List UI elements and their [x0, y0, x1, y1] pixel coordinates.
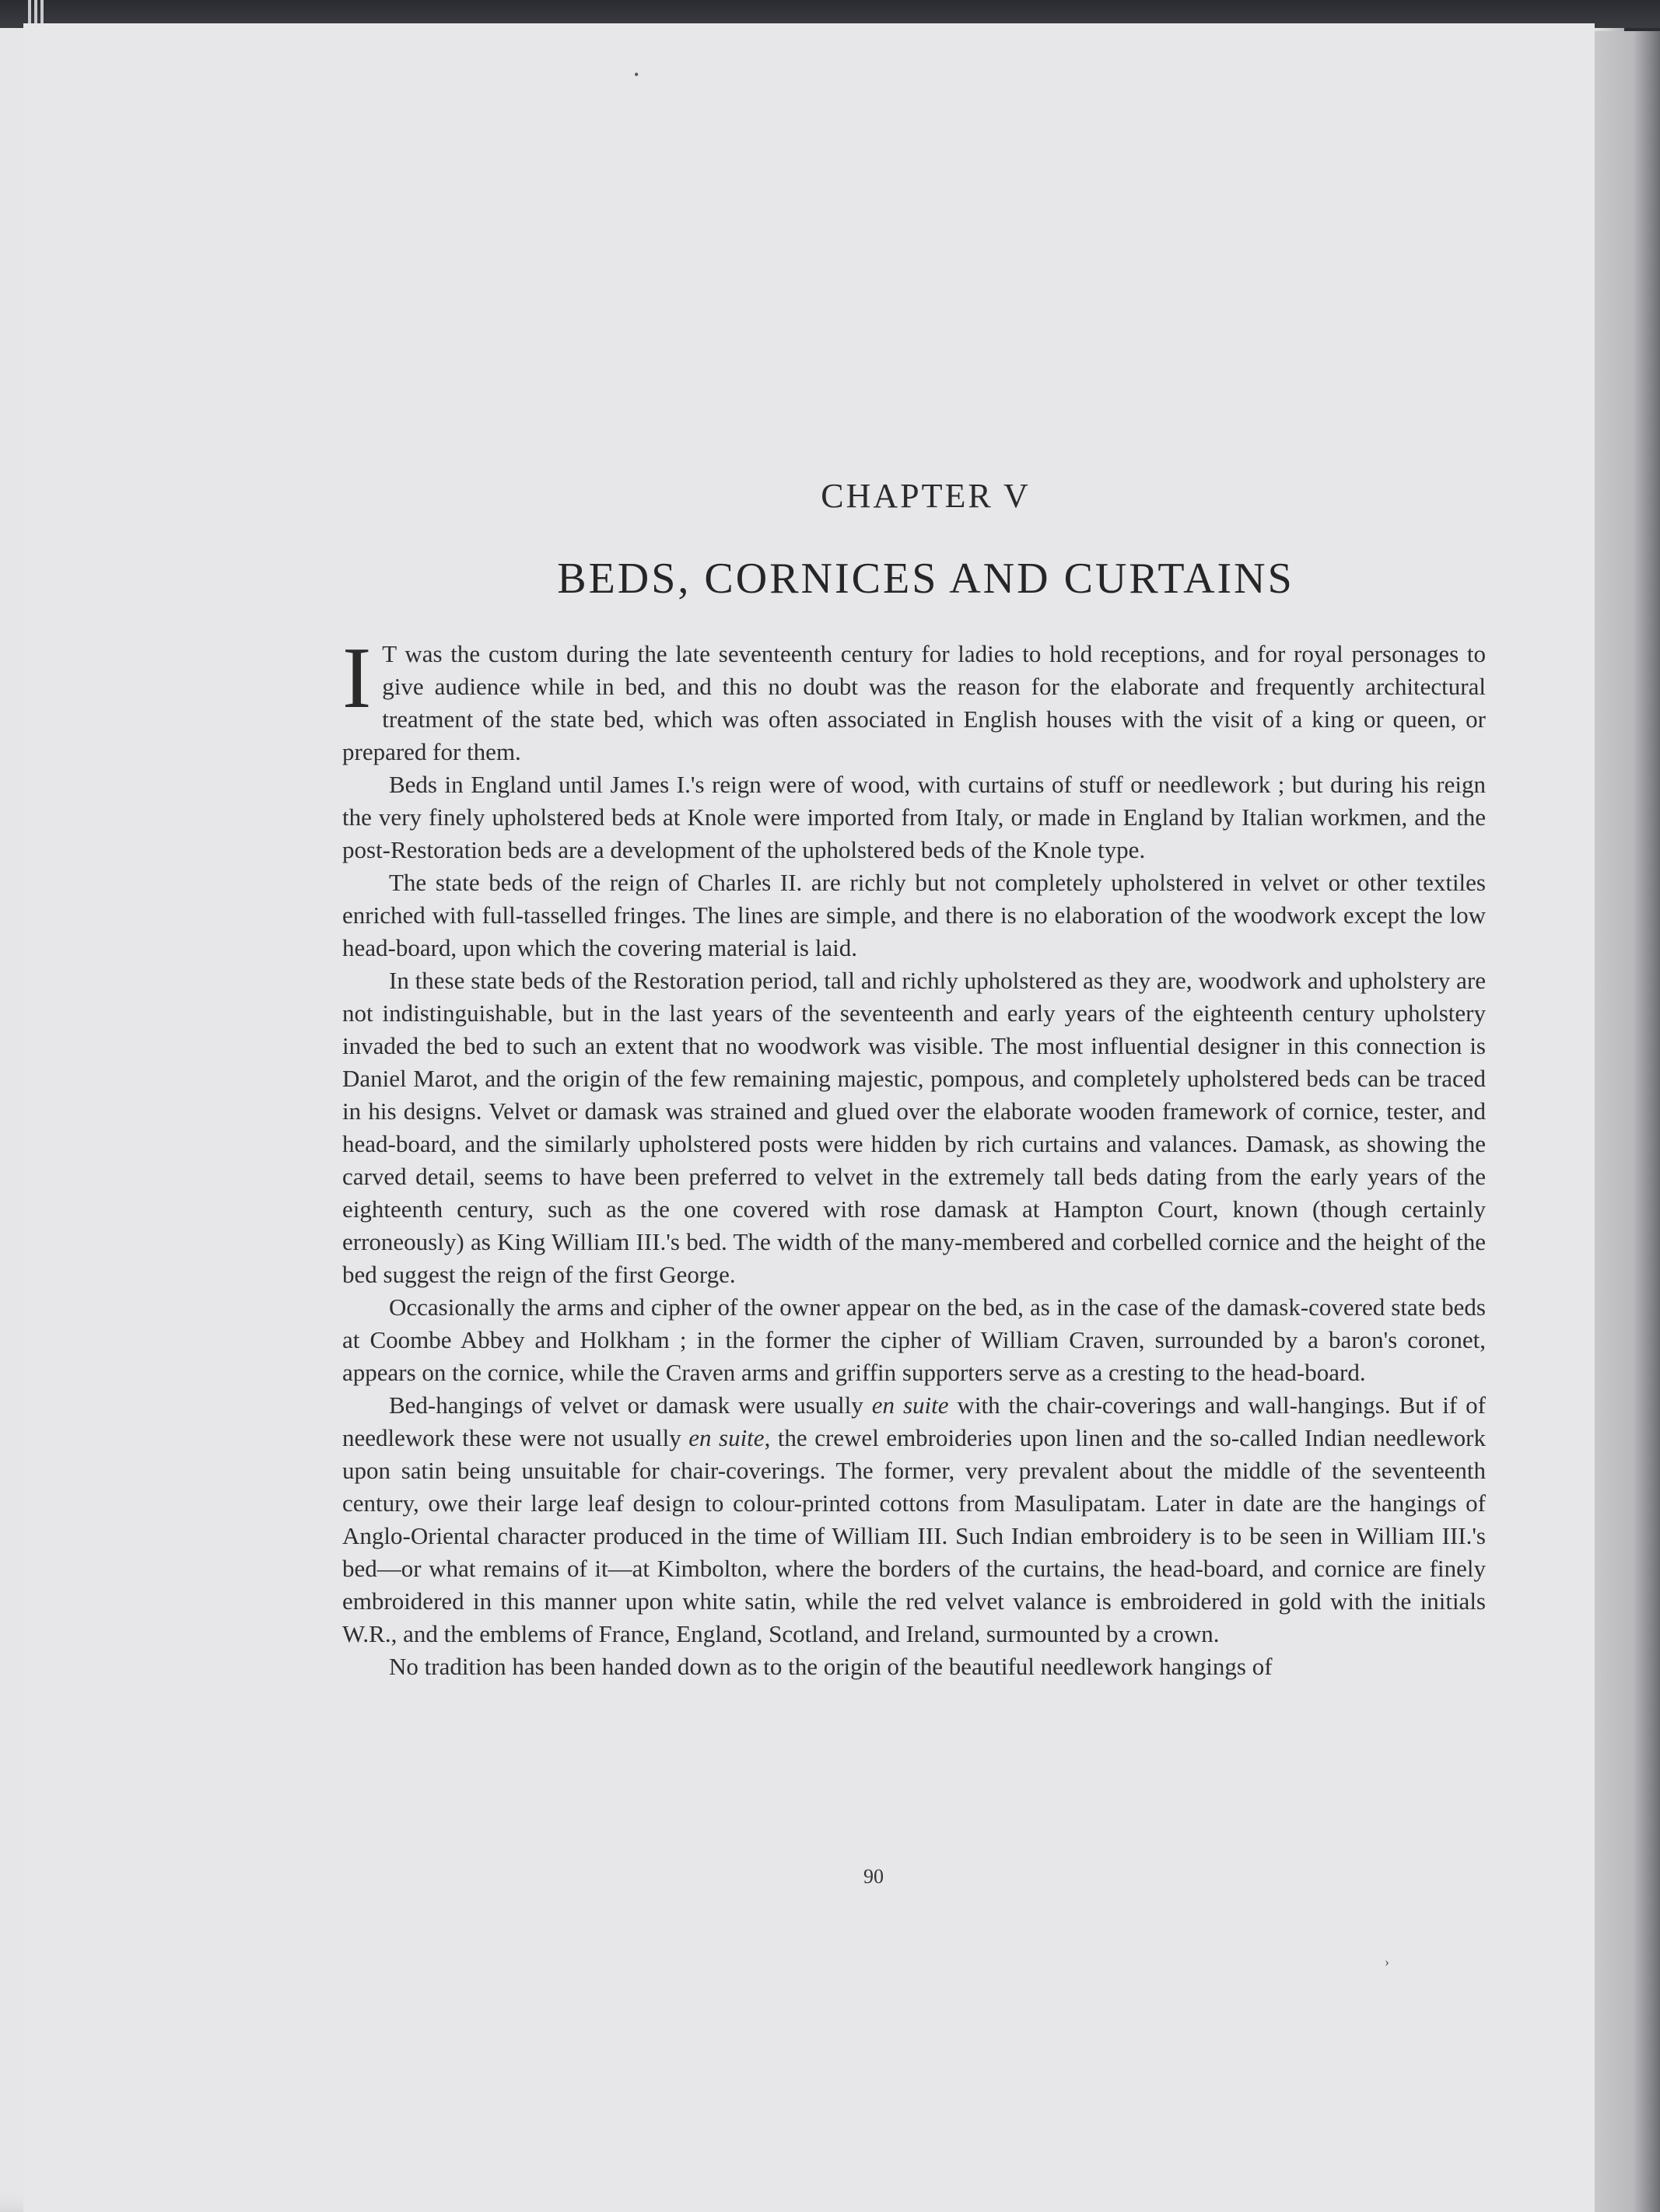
chapter-label: CHAPTER V — [821, 477, 1031, 515]
paragraph — [342, 630, 1486, 768]
italic-term: en suite — [871, 1391, 949, 1419]
page-number: 90 — [863, 1865, 884, 1888]
body-text — [342, 630, 1487, 1683]
chapter-title: BEDS, CORNICES AND CURTAINS — [557, 555, 1294, 603]
paragraph: No tradition has been handed down as to the origin of the beautiful needlework hangings of — [389, 1653, 1273, 1680]
paragraph-italic-terms: Bed-hangings of velvet or damask were usually en suite with the chair-coverings and wall-hangings. But if of needlework these were not usually en suite, the crewel embroideries upon linen and the so-called Indian needlework upon satin being unsuitable for chair-coverings. The former, very prevalent about the middle of the seventeenth century, owe their large leaf design to colour-printed cottons from Masulipatam. Later in date are the hangings of Anglo-Oriental character produced in the time of William III. Such Indian embroidery is to be seen in William III.'s bed—or what remains of it—at Kimbolton, where the borders of the curtains, the head-board, and cornice are finely embroidered in this manner upon white satin, while the red velvet valance is embroidered in gold with the initials W.R., and the emblems of France, England, Scotland, and Ireland, surmounted by a crown. — [342, 1391, 1487, 1647]
paragraph: In these state beds of the Restoration period, tall and richly upholstered as they are, woodwork and upholstery are not indistinguishable, but in the last years of the seventeenth and early years of the eighteenth century upholstery invaded the bed to such an extent that no woodwork was visible. The most influential designer in this connection is Daniel Marot, and the origin of the few remaining majestic, pompous, and completely upholstered beds can be traced in his designs. Velvet or damask was strained and glued over the elaborate wooden framework of cornice, tester, and head-board, and the similarly upholstered posts were hidden by rich curtains and valances. Damask, as showing the carved detail, seems to have been preferred to velvet in the extremely tall beds dating from the early years of the eighteenth century, such as the one covered with rose damask at Hampton Court, known (though certainly erroneously) as King William III.'s bed. The width of the many-membered and corbelled cornice and the height of the bed suggest the reign of the first George. — [342, 967, 1486, 1288]
paragraph: The state beds of the reign of Charles II. are richly but not completely upholstered in velvet or other textiles enriched with full-tasselled fringes. The lines are simple, and there is no elaboration of the woodwork except the low head-board, upon which the covering material is laid. — [342, 869, 1486, 961]
paragraph-text: T was the custom during the late seventeenth century for ladies to hold receptions, and for royal personages to give audience while in bed, and this no doubt was the reason for the elaborate and frequently architectural treatment of the state bed, which was often associated in English houses with the visit of a king or queen, or prepared for them. — [342, 640, 1486, 765]
paragraph: Beds in England until James I.'s reign were of wood, with curtains of stuff or needlework ; but during his reign the very finely upholstered beds at Knole were imported from Italy, or made in England by Italian workmen, and the post-Restoration beds are a development of the upholstered beds of the Knole type. — [342, 771, 1486, 863]
scan-speck: • — [634, 67, 639, 82]
drop-cap: I — [342, 630, 372, 726]
paragraph: Occasionally the arms and cipher of the owner appear on the bed, as in the case of the damask-covered state beds at Coombe Abbey and Holkham ; in the former the cipher of William Craven, surrounded by a baron's coronet, appears on the cornice, while the Craven arms and griffin supporters serve as a cresting to the head-board. — [342, 1293, 1486, 1386]
italic-term: en suite — [688, 1424, 765, 1451]
book-spine-edge — [1593, 31, 1660, 2212]
scan-speck: › — [1385, 1954, 1389, 1969]
